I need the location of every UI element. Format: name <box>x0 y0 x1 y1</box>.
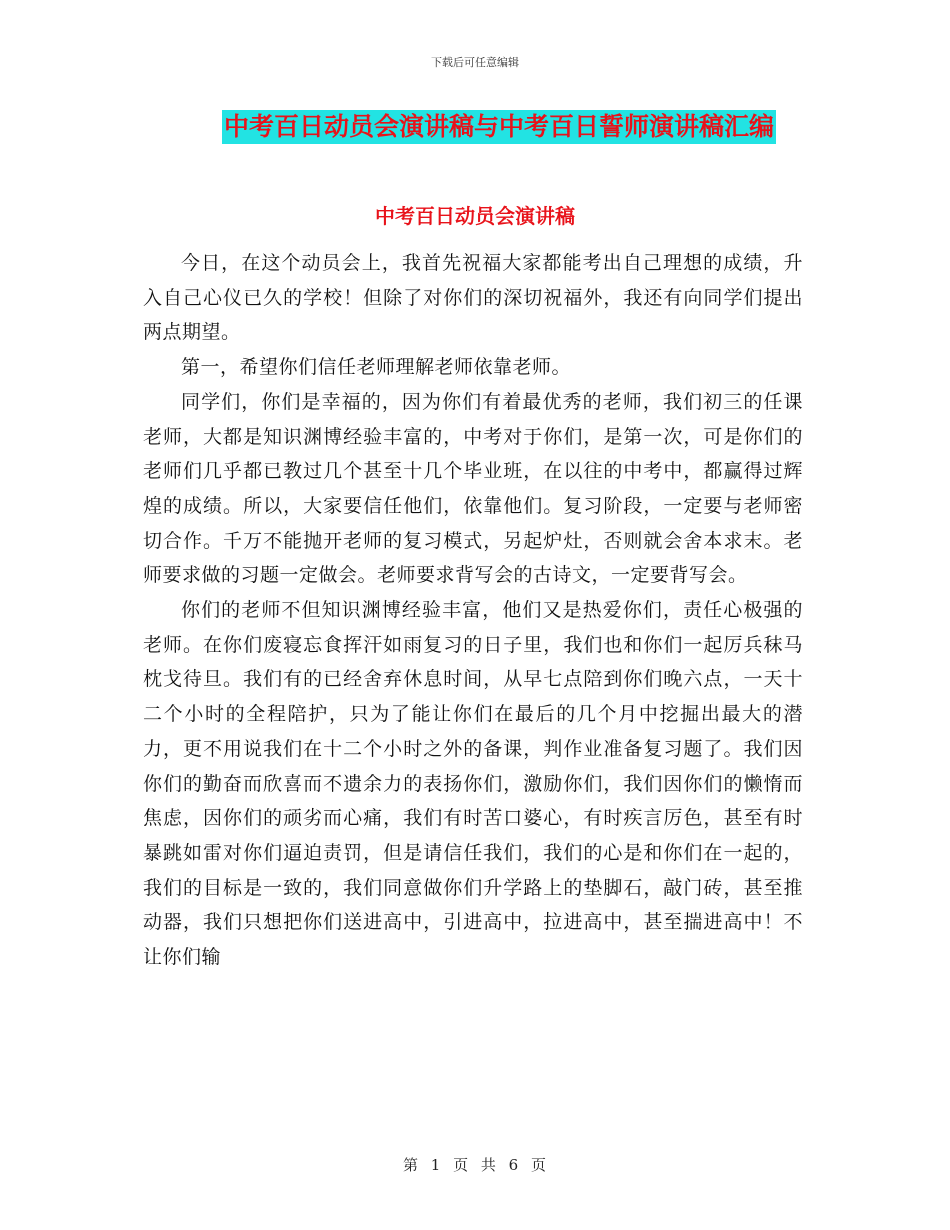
paragraph: 同学们，你们是幸福的，因为你们有着最优秀的老师，我们初三的任课老师，大都是知识渊博经验丰富的，中考对于你们，是第一次，可是你们的老师们几乎都已教过几个甚至十几个毕业班，在以往的中考中，都赢得过辉煌的成绩。所以，大家要信任他们，依靠他们。复习阶段，一定要与老师密切合作。千万不能抛开老师的复习模式，另起炉灶，否则就会舍本求末。老师要求做的习题一定做会。老师要求背写会的古诗文，一定要背写会。 <box>143 390 803 587</box>
paragraph: 第一，希望你们信任老师理解老师依靠老师。 <box>181 356 572 379</box>
paragraph: 你们的老师不但知识渊博经验丰富，他们又是热爱你们，责任心极强的老师。在你们废寝忘食挥汗如雨复习的日子里，我们也和你们一起厉兵秣马枕戈待旦。我们有的已经舍弃休息时间，从早七点陪到你们晚六点，一天十二个小时的全程陪护，只为了能让你们在最后的几个月中挖掘出最大的潜力，更不用说我们在十二个小时之外的备课，判作业准备复习题了。我们因你们的勤奋而欣喜而不遗余力的表扬你们，激励你们，我们因你们的懒惰而焦虑，因你们的顽劣而心痛，我们有时苦口婆心，有时疾言厉色，甚至有时暴跳如雷对你们逼迫责罚，但是请信任我们，我们的心是和你们在一起的，我们的目标是一致的，我们同意做你们升学路上的垫脚石，敲门砖，甚至推动器，我们只想把你们送进高中，引进高中，拉进高中，甚至揣进高中！不让你们输 <box>143 599 803 969</box>
document-title: 中考百日动员会演讲稿与中考百日誓师演讲稿汇编 <box>222 110 776 144</box>
document-title-container <box>0 110 950 144</box>
page-footer: 第 1 页 共 6 页 <box>403 1156 547 1174</box>
section-title: 中考百日动员会演讲稿 <box>375 204 575 228</box>
document-body <box>143 246 803 975</box>
header-note: 下载后可任意编辑 <box>431 56 519 69</box>
paragraph: 今日，在这个动员会上，我首先祝福大家都能考出自己理想的成绩，升入自己心仪已久的学校！但除了对你们的深切祝福外，我还有向同学们提出两点期望。 <box>143 252 803 344</box>
